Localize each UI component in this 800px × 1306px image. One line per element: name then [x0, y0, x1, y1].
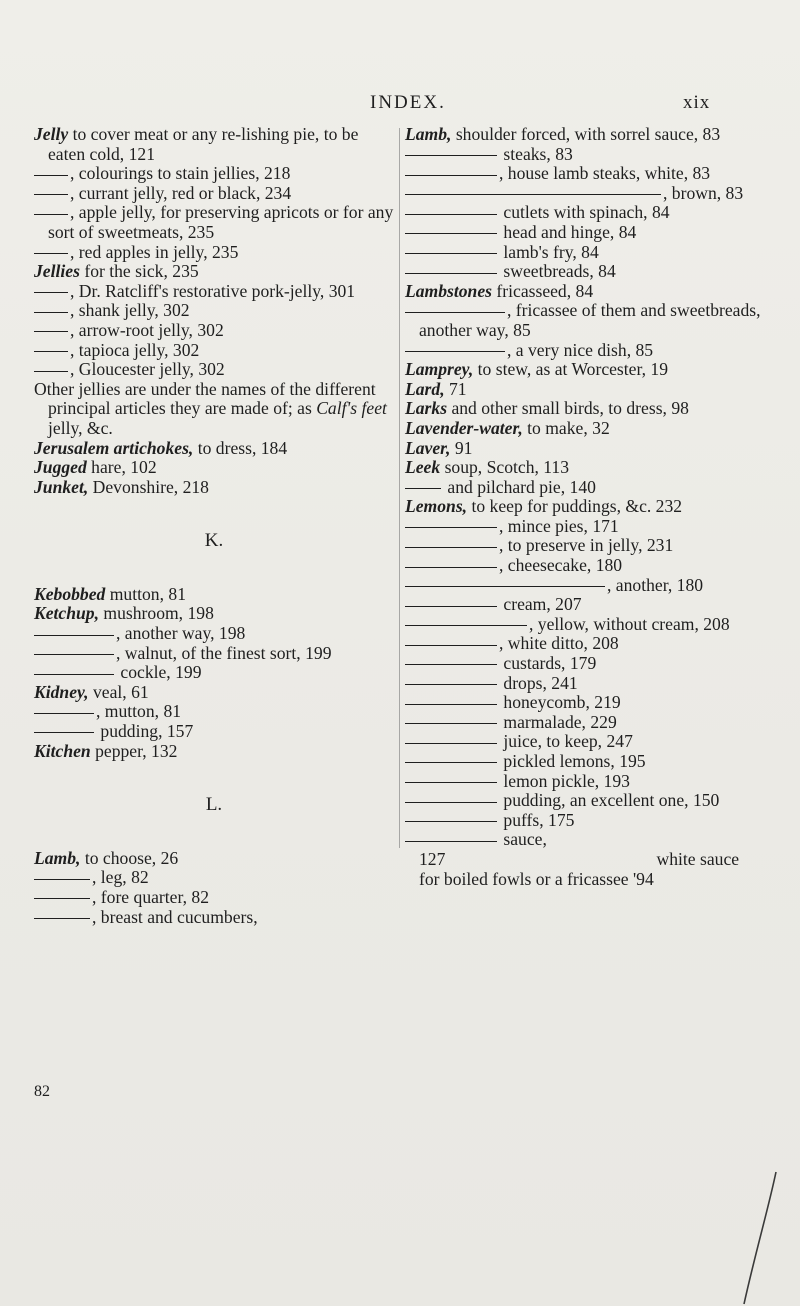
index-entry: , another, 180 — [405, 576, 763, 596]
section-heading-l: L. — [205, 794, 223, 816]
index-entry: , apple jelly, for preserving apricots or for any sort of sweetmeats, 235 — [34, 203, 394, 242]
index-entry: , mutton, 81 — [34, 702, 394, 722]
index-entry: , house lamb steaks, white, 83 — [405, 164, 763, 184]
index-entry: pudding, an excellent one, 150 — [405, 791, 763, 811]
index-entry: Kitchen pepper, 132 — [34, 740, 178, 761]
index-entry: Jellies for the sick, 235 — [34, 261, 199, 282]
index-entry: custards, 179 — [405, 654, 763, 674]
page-title: INDEX. — [370, 92, 446, 113]
index-entry: Leek soup, Scotch, 113 — [405, 457, 570, 478]
index-entry: cockle, 199 — [34, 663, 394, 683]
index-entry: , colourings to stain jellies, 218 — [34, 164, 394, 184]
section-heading-k: K. — [204, 530, 224, 552]
index-entry: , red apples in jelly, 235 — [34, 243, 394, 263]
index-entry: steaks, 83 — [405, 145, 763, 165]
index-entry: Lavender-water, to make, 32 — [405, 417, 610, 438]
index-entry: head and hinge, 84 — [405, 223, 763, 243]
index-entry: puffs, 175 — [405, 811, 763, 831]
index-entry: Jugged hare, 102 — [34, 457, 157, 478]
left-column — [34, 125, 394, 927]
index-entry: , fore quarter, 82 — [34, 888, 394, 908]
index-entry: Other jellies are under the names of the different principal articles they are made of; as Calf's feet jelly, &c. — [34, 378, 387, 438]
index-entry: Lambstones fricasseed, 84 — [405, 280, 594, 301]
index-entry: , a very nice dish, 85 — [405, 341, 763, 361]
index-entry: , shank jelly, 302 — [34, 301, 394, 321]
index-entry: pudding, 157 — [34, 722, 394, 742]
index-entry: , white ditto, 208 — [405, 634, 763, 654]
pencil-mark — [738, 1170, 778, 1306]
index-entry: , breast and cucumbers, — [34, 908, 394, 928]
index-entry: , arrow-root jelly, 302 — [34, 321, 394, 341]
index-entry: Jelly to cover meat or any re-lishing pie, to be eaten cold, 121 — [34, 124, 359, 164]
index-entry: Jerusalem artichokes, to dress, 184 — [34, 437, 288, 458]
index-entry: Kidney, veal, 61 — [34, 681, 149, 702]
index-entry: Ketchup, mushroom, 198 — [34, 603, 214, 624]
index-entry: juice, to keep, 247 — [405, 732, 763, 752]
index-entry: , tapioca jelly, 302 — [34, 341, 394, 361]
right-column — [405, 125, 763, 889]
page-header — [0, 92, 800, 116]
page-number: xix — [683, 92, 711, 113]
column-divider — [399, 128, 400, 848]
index-entry: , currant jelly, red or black, 234 — [34, 184, 394, 204]
index-entry: , Gloucester jelly, 302 — [34, 360, 394, 380]
index-entry: , Dr. Ratcliff's restorative pork-jelly, 301 — [34, 282, 394, 302]
index-entry: lemon pickle, 193 — [405, 772, 763, 792]
index-entry: drops, 241 — [405, 674, 763, 694]
index-entry: Lemons, to keep for puddings, &c. 232 — [405, 496, 683, 517]
index-entry: Lamprey, to stew, as at Worcester, 19 — [405, 359, 669, 380]
index-entry: , cheesecake, 180 — [405, 556, 763, 576]
index-entry: , another way, 198 — [34, 624, 394, 644]
index-entry: and pilchard pie, 140 — [405, 478, 763, 498]
index-entry: , brown, 83 — [405, 184, 763, 204]
index-entry: cutlets with spinach, 84 — [405, 203, 763, 223]
index-entry: Larks and other small birds, to dress, 98 — [405, 398, 689, 419]
index-entry: lamb's fry, 84 — [405, 243, 763, 263]
index-entry: Laver, 91 — [405, 437, 473, 458]
index-entry: pickled lemons, 195 — [405, 752, 763, 772]
index-entry: , fricassee of them and sweetbreads, another way, 85 — [405, 301, 763, 340]
index-entry: , yellow, without cream, 208 — [405, 615, 763, 635]
index-entry: honeycomb, 219 — [405, 693, 763, 713]
index-entry: Junket, Devonshire, 218 — [34, 476, 209, 497]
index-entry: marmalade, 229 — [405, 713, 763, 733]
index-entry: Lamb, shoulder forced, with sorrel sauce, 83 — [405, 124, 721, 144]
index-entry: sauce, 127 white sauce for boiled fowls or a fricassee '94 — [405, 830, 763, 889]
signature-mark: 82 — [34, 1083, 50, 1100]
index-entry: , leg, 82 — [34, 868, 394, 888]
index-entry: sweetbreads, 84 — [405, 262, 763, 282]
index-entry: Lard, 71 — [405, 378, 467, 399]
index-entry: , to preserve in jelly, 231 — [405, 536, 763, 556]
index-entry: Kebobbed mutton, 81 — [34, 583, 186, 604]
index-entry: cream, 207 — [405, 595, 763, 615]
index-entry: , walnut, of the finest sort, 199 — [34, 644, 394, 664]
index-entry: , mince pies, 171 — [405, 517, 763, 537]
index-entry: Lamb, to choose, 26 — [34, 847, 179, 868]
